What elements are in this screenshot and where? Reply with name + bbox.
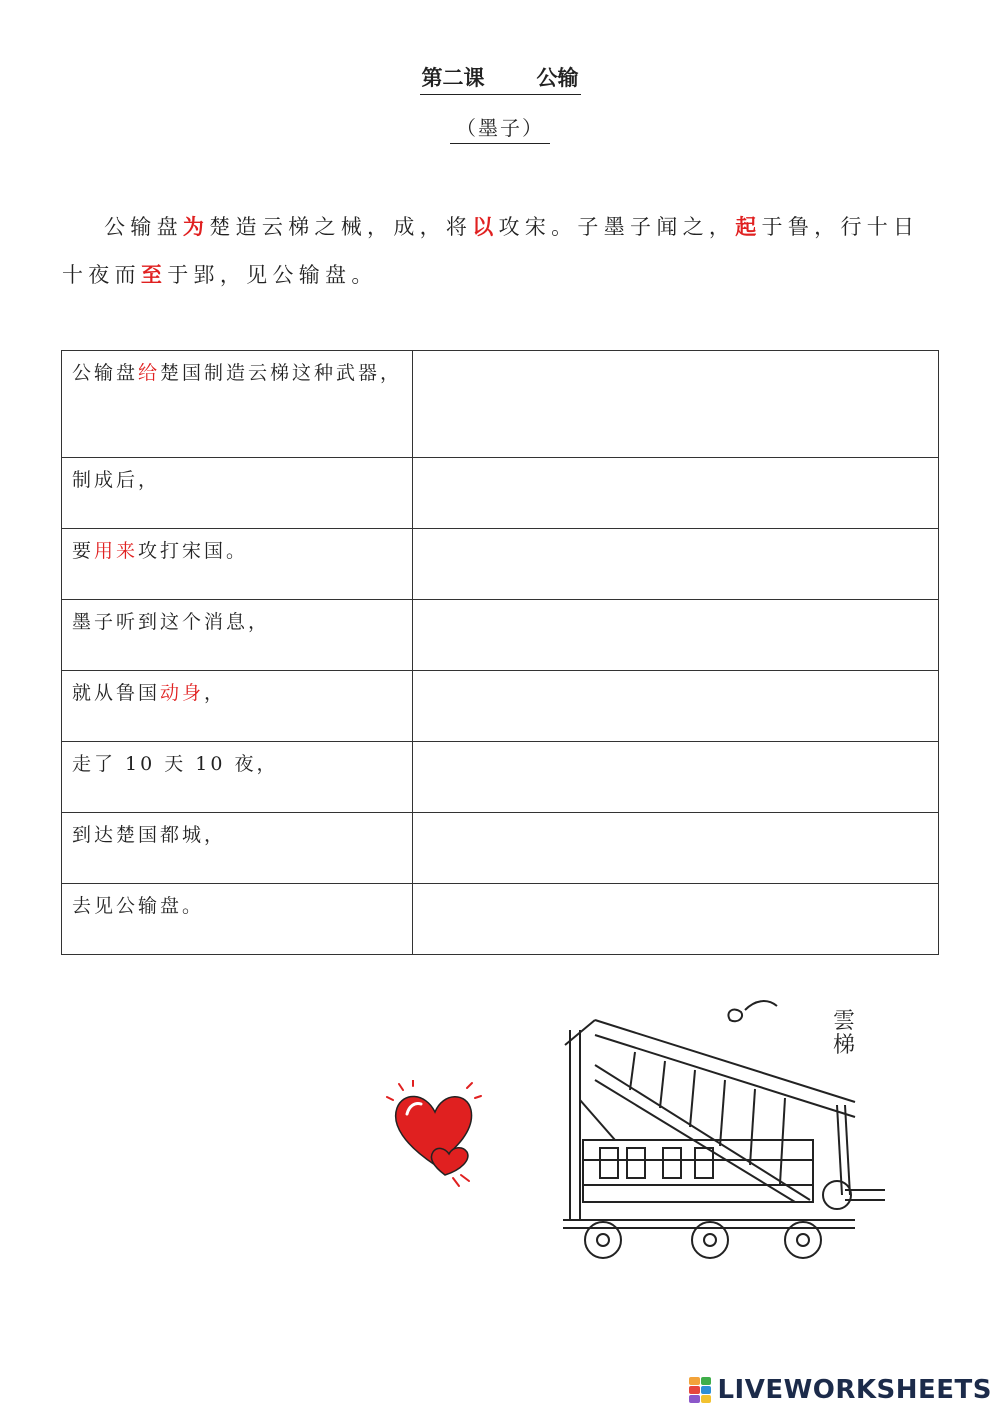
illustration-caption-2: 梯 (833, 1033, 856, 1058)
answer-cell[interactable] (413, 742, 939, 813)
translation-text: 就从鲁国 (72, 682, 161, 704)
translation-table (61, 350, 939, 955)
logo-badge-tile (689, 1377, 700, 1385)
answer-cell[interactable] (413, 813, 939, 884)
highlighted-character: 起 (735, 214, 762, 239)
answer-input[interactable] (413, 884, 942, 954)
answer-input[interactable] (413, 458, 942, 528)
modern-translation-cell (62, 671, 413, 742)
answer-cell[interactable] (413, 884, 939, 955)
highlighted-character: 至 (140, 262, 168, 287)
modern-translation-cell (62, 884, 413, 955)
table-row (62, 671, 939, 742)
modern-translation-cell (62, 600, 413, 671)
table-row (62, 813, 939, 884)
table-row (62, 351, 939, 458)
passage-text: 楚造云梯之械，成，将 (209, 215, 473, 239)
logo-badge-tile (689, 1386, 700, 1394)
table-row (62, 458, 939, 529)
answer-cell[interactable] (413, 529, 939, 600)
modern-translation-cell (62, 351, 413, 458)
classical-passage (62, 203, 938, 299)
answer-cell[interactable] (413, 600, 939, 671)
author-line (0, 112, 1000, 144)
translation-text: 到达楚国都城， (72, 824, 227, 846)
translation-text: 要 (72, 540, 95, 562)
lesson-title (0, 62, 1000, 95)
logo-text: LIVEWORKSHEETS (717, 1375, 992, 1405)
lesson-name: 公输 (536, 66, 579, 90)
answer-cell[interactable] (413, 351, 939, 458)
highlighted-character: 以 (472, 214, 499, 239)
passage-text: 公输盘 (104, 215, 183, 239)
table-row (62, 600, 939, 671)
translation-text: 墨子听到这个消息， (72, 611, 271, 633)
answer-input[interactable] (413, 742, 942, 812)
translation-text: 去见公输盘。 (72, 895, 205, 917)
answer-input[interactable] (413, 351, 942, 457)
modern-translation-cell (62, 529, 413, 600)
logo-badge-tile (701, 1395, 712, 1403)
passage-text: 于鲁，行十日十夜而 (62, 215, 920, 287)
table-row (62, 529, 939, 600)
heart-icon (385, 1080, 485, 1195)
translation-text: ， (204, 682, 227, 704)
answer-input[interactable] (413, 529, 942, 599)
author-name: （墨子） (450, 112, 550, 144)
lesson-number: 第二课 (421, 66, 485, 90)
logo-badge-tile (701, 1377, 712, 1385)
highlighted-word: 用来 (94, 540, 139, 562)
liveworksheets-logo (689, 1375, 992, 1405)
answer-cell[interactable] (413, 458, 939, 529)
translation-text: 制成后， (72, 469, 161, 491)
logo-badge-tile (701, 1386, 712, 1394)
highlighted-word: 动身 (160, 682, 205, 704)
passage-text: 攻宋。子墨子闻之， (498, 215, 736, 239)
logo-badge-tile (689, 1395, 700, 1403)
cloud-ladder-illustration (555, 990, 895, 1280)
modern-translation-cell (62, 742, 413, 813)
translation-text: 走了 10 天 10 夜， (72, 753, 279, 775)
answer-input[interactable] (413, 671, 942, 741)
highlighted-word: 给 (138, 362, 161, 384)
passage-text: 于郢，见公输盘。 (167, 263, 378, 287)
highlighted-character: 为 (182, 214, 210, 239)
answer-cell[interactable] (413, 671, 939, 742)
table-row (62, 884, 939, 955)
translation-text: 公输盘 (72, 362, 139, 384)
illustration-caption-1: 雲 (833, 1009, 856, 1034)
translation-text: 攻打宋国。 (138, 540, 249, 562)
table-row (62, 742, 939, 813)
logo-badge-icon (689, 1377, 711, 1403)
answer-input[interactable] (413, 600, 942, 670)
answer-input[interactable] (413, 813, 942, 883)
modern-translation-cell (62, 813, 413, 884)
translation-text: 楚国制造云梯这种武器， (160, 362, 403, 384)
modern-translation-cell (62, 458, 413, 529)
